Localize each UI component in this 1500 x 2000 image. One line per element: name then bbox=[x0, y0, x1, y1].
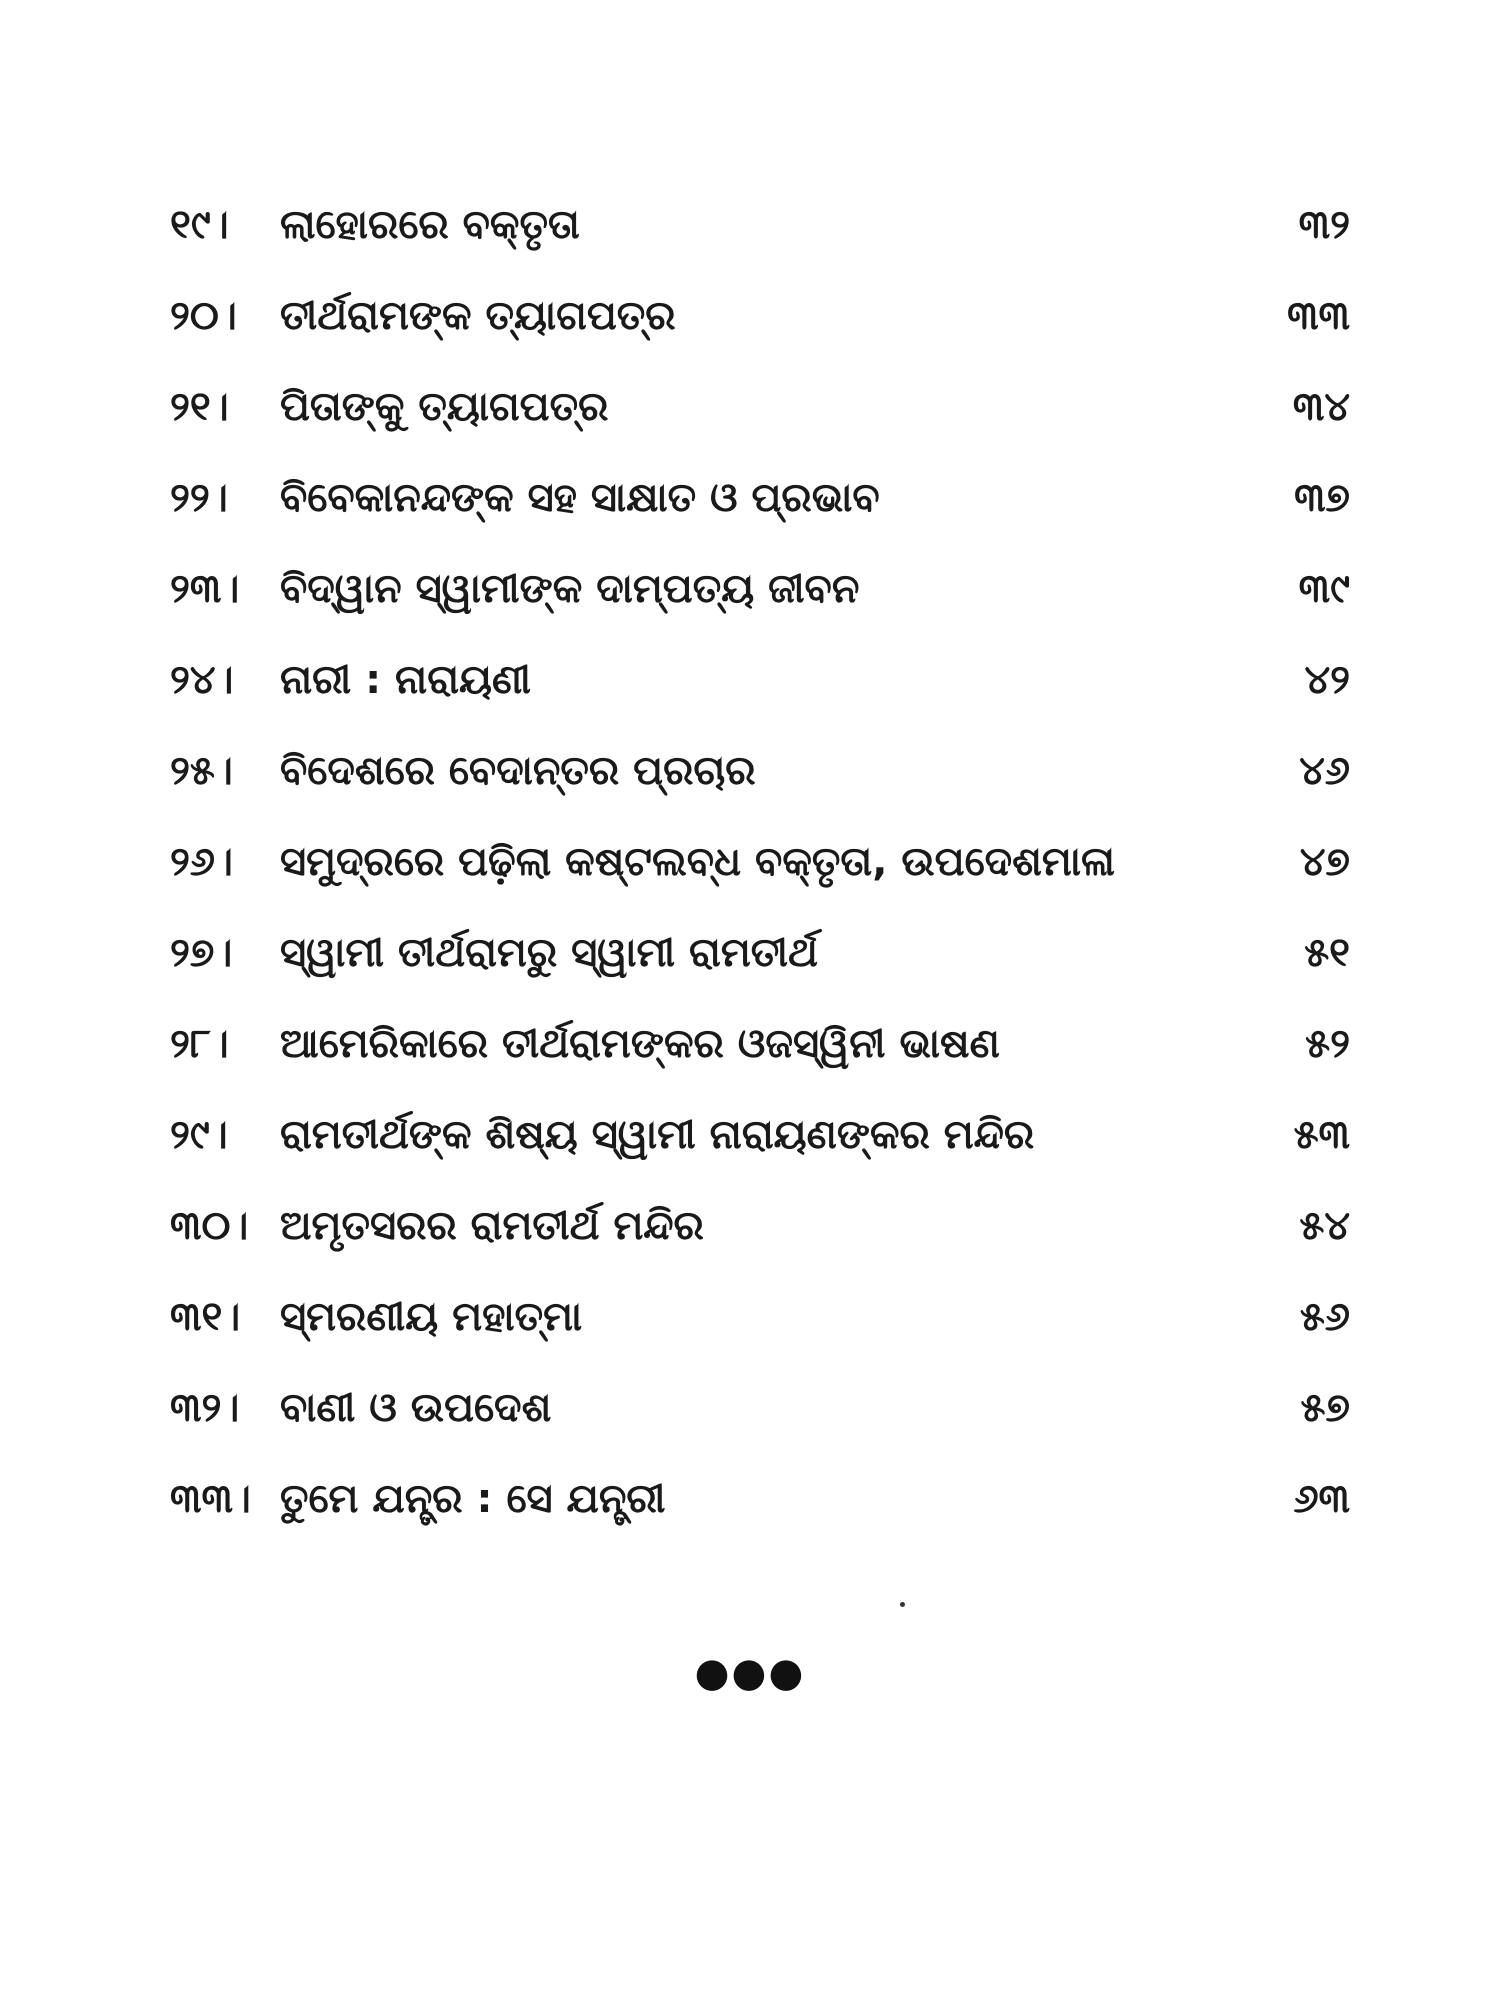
entry-title: ବିବେକାନନ୍ଦଙ୍କ ସହ ସାକ୍ଷାତ ଓ ପ୍ରଭାବ bbox=[280, 475, 880, 521]
entry-title: ତୁମେ ଯନ୍ତ୍ର : ସେ ଯନ୍ତ୍ରୀ bbox=[280, 1476, 666, 1522]
toc-entry bbox=[170, 458, 1350, 538]
entry-title: ଅମୃତସରର ରାମତୀର୍ଥ ମନ୍ଦିର bbox=[280, 1203, 704, 1249]
entry-title: ସ୍ୱାମୀ ତୀର୍ଥରାମରୁ ସ୍ୱାମୀ ରାମତୀର୍ଥ bbox=[280, 930, 818, 976]
entry-title: ରାମତୀର୍ଥଙ୍କ ଶିଷ୍ୟ ସ୍ୱାମୀ ନାରାୟଣଙ୍କର ମନ୍ଦିର bbox=[280, 1112, 1035, 1158]
entry-number: ୩୧। bbox=[170, 1294, 241, 1340]
entry-page-number: ୬୩ bbox=[1293, 1476, 1350, 1522]
toc-entry bbox=[170, 913, 1350, 993]
entry-title: ନାରୀ : ନାରାୟଣୀ bbox=[280, 657, 531, 703]
entry-number: ୨୧। bbox=[170, 384, 229, 430]
toc-entry bbox=[170, 1095, 1350, 1175]
entry-page-number: ୫୬ bbox=[1299, 1294, 1350, 1340]
entry-page-number: ୪୭ bbox=[1299, 839, 1350, 885]
toc-entry bbox=[170, 367, 1350, 447]
entry-number: ୧୯। bbox=[170, 202, 229, 248]
entry-title: ତୀର୍ଥରାମଙ୍କ ତ୍ୟାଗପତ୍ର bbox=[280, 293, 676, 339]
end-mark: ●●● bbox=[694, 1650, 806, 1696]
toc-entry bbox=[170, 185, 1350, 265]
entry-number: ୨୫। bbox=[170, 748, 233, 794]
toc-entry bbox=[170, 549, 1350, 629]
entry-page-number: ୫୧ bbox=[1304, 930, 1350, 976]
entry-page-number: ୪୬ bbox=[1299, 748, 1350, 794]
entry-title: ଲାହୋରରେ ବକ୍ତୃତା bbox=[280, 202, 580, 248]
print-speck bbox=[900, 1602, 905, 1607]
toc-entry bbox=[170, 1368, 1350, 1448]
toc-entry bbox=[170, 1004, 1350, 1084]
entry-title: ବିଦେଶରେ ବେଦାନ୍ତର ପ୍ରଚାର bbox=[280, 748, 756, 794]
entry-number: ୨୬। bbox=[170, 839, 234, 885]
entry-page-number: ୪୨ bbox=[1304, 657, 1350, 703]
entry-number: ୨୪। bbox=[170, 657, 234, 703]
entry-title: ବାଣୀ ଓ ଉପଦେଶ bbox=[280, 1385, 552, 1431]
entry-number: ୨୨। bbox=[170, 475, 228, 521]
entry-page-number: ୫୨ bbox=[1305, 1021, 1350, 1067]
entry-number: ୨୭। bbox=[170, 930, 233, 976]
entry-number: ୩୦। bbox=[170, 1203, 249, 1249]
entry-title: ସ୍ମରଣୀୟ ମହାତ୍ମା bbox=[280, 1294, 583, 1340]
entry-number: ୨୯। bbox=[170, 1112, 228, 1158]
entry-number: ୨୮। bbox=[170, 1021, 229, 1067]
toc-entry bbox=[170, 640, 1350, 720]
entry-title: ଆମେରିକାରେ ତୀର୍ଥରାମଙ୍କର ଓଜସ୍ୱିନୀ ଭାଷଣ bbox=[280, 1021, 1000, 1067]
entry-number: ୩୩। bbox=[170, 1476, 251, 1522]
toc-entry bbox=[170, 276, 1350, 356]
entry-page-number: ୩୩ bbox=[1287, 293, 1350, 339]
entry-title: ବିଦ୍ୱାନ ସ୍ୱାମୀଙ୍କ ଦାମ୍ପତ୍ୟ ଜୀବନ bbox=[280, 566, 860, 612]
entry-page-number: ୫୩ bbox=[1293, 1112, 1350, 1158]
entry-title: ପିତାଙ୍କୁ ତ୍ୟାଗପତ୍ର bbox=[280, 384, 609, 430]
entry-page-number: ୩୪ bbox=[1292, 384, 1350, 430]
entry-number: ୨୦। bbox=[170, 293, 237, 339]
entry-title: ସମୁଦ୍ରରେ ପଢ଼ିଲା କଷ୍ଟଲବ୍ଧ ବକ୍ତୃତା, ଉପଦେଶମାଳା bbox=[280, 839, 1115, 885]
toc-entry bbox=[170, 1277, 1350, 1357]
entry-page-number: ୫୭ bbox=[1300, 1385, 1350, 1431]
toc-entry bbox=[170, 1459, 1350, 1539]
entry-page-number: ୫୪ bbox=[1299, 1203, 1350, 1249]
entry-page-number: ୩୨ bbox=[1298, 202, 1350, 248]
toc-entry bbox=[170, 731, 1350, 811]
entry-page-number: ୩୭ bbox=[1294, 475, 1350, 521]
entry-number: ୩୨। bbox=[170, 1385, 240, 1431]
toc-entry bbox=[170, 822, 1350, 902]
toc-entry bbox=[170, 1186, 1350, 1266]
entry-number: ୨୩। bbox=[170, 566, 240, 612]
entry-page-number: ୩୯ bbox=[1298, 566, 1350, 612]
